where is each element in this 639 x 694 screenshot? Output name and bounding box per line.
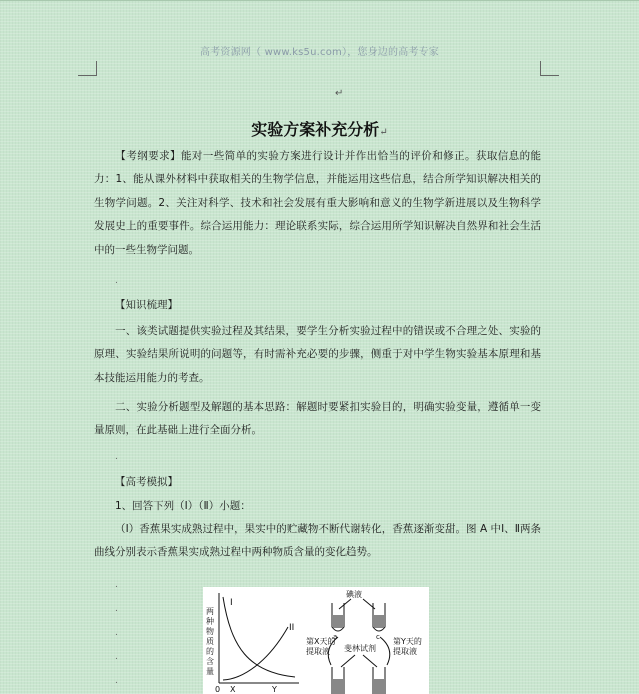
tube-c-label: c	[376, 633, 380, 641]
empty-line-mark: .	[115, 452, 118, 462]
y-axis-char: 量	[206, 667, 214, 676]
knowledge-paragraph-1	[94, 320, 541, 390]
y-axis-char: 的	[206, 647, 214, 656]
y-axis-char: 两	[206, 607, 214, 616]
crop-mark-right	[540, 61, 559, 76]
top-tube-right	[373, 603, 385, 631]
page-top-edge	[0, 0, 639, 1]
knowledge-p1-text: 一、该类试题提供实验过程及其结果，要学生分析实验过程中的错误或不合理之处、实验的原理、实验结果所说明的问题等，有时需补充必要的步骤，侧重于对中学生物实验基本原理和基本技能运用能力的考查。	[94, 325, 541, 384]
left-label-line1: 第X天的	[306, 637, 336, 646]
curve-ii-label: II	[289, 623, 295, 633]
page-header: 高考资源网（ www.ks5u.com），您身边的高考专家	[199, 47, 439, 58]
exam-requirements-text: 能对一些简单的实验方案进行设计并作出恰当的评价和修正。获取信息的能力：1、能从课外材料中获取相关的生物学信息，并能运用这些信息，结合所学知识解决相关的生物学问题。2、关注对科学、技术和社会发展有重大影响和意义的生物学新进展以及生物科学发展史上的重要事件。综合运用能力：理论联系实际，综合运用所学知识解决自然界和社会生活中的一些生物学问题。	[94, 150, 542, 256]
paragraph-mark-icon: ↵	[379, 127, 388, 138]
title-text: 实验方案补充分析	[251, 120, 380, 139]
question-1-part-1-text: （Ⅰ）香蕉果实成熟过程中，果实中的贮藏物不断代谢转化，香蕉逐渐变甜。图 A 中Ⅰ、Ⅱ两条曲线分别表示香蕉果实成熟过程中两种物质含量的变化趋势。	[94, 523, 541, 559]
y-axis-char: 物	[206, 627, 214, 636]
question-1: 1、回答下列（Ⅰ）（Ⅱ）小题：	[115, 500, 251, 512]
arrow-curve	[380, 637, 390, 665]
tick-y-label: Y	[272, 685, 277, 694]
figure-a-drawing	[203, 587, 429, 694]
arrow-line	[363, 655, 377, 667]
question-1-part-1	[94, 518, 541, 565]
empty-line-mark: .	[115, 628, 118, 638]
fehling-label: 斐林试剂	[344, 644, 376, 653]
knowledge-p2-text: 二、实验分析题型及解题的基本思路：解题时要紧扣实验目的，明确实验变量，遵循单一变量原则，在此基础上进行全面分析。	[94, 401, 541, 437]
right-label-line2: 提取液	[393, 647, 417, 656]
empty-line-mark: .	[115, 652, 118, 662]
left-label-line2: 提取液	[306, 647, 330, 656]
iodine-label: 碘液	[346, 590, 362, 599]
exam-requirements-heading: 【考纲要求】	[115, 150, 181, 162]
y-axis-char: 种	[206, 617, 214, 626]
knowledge-heading: 【知识梳理】	[115, 299, 178, 311]
y-axis-char: 质	[206, 637, 214, 646]
figure-a	[203, 587, 429, 694]
empty-line-mark: .	[115, 276, 118, 286]
tube-a-label: a	[333, 633, 338, 641]
document-title	[0, 117, 639, 140]
knowledge-paragraph-2	[94, 396, 541, 443]
curve-i	[223, 597, 295, 677]
right-label-line1: 第Y天的	[393, 637, 422, 646]
y-axis-label	[206, 607, 214, 676]
tick-x-label: X	[230, 685, 236, 694]
top-tube-left	[332, 603, 344, 631]
empty-line-mark: .	[115, 580, 118, 590]
empty-line-mark: .	[115, 676, 118, 686]
bottom-tube-right	[373, 667, 385, 694]
origin-label: 0	[215, 685, 221, 694]
y-axis-char: 含	[206, 657, 214, 666]
arrow-line	[341, 655, 355, 667]
empty-line-mark: .	[115, 604, 118, 614]
mock-heading: 【高考模拟】	[115, 476, 178, 488]
paragraph-mark-icon: ↵	[335, 88, 344, 99]
crop-mark-left	[78, 61, 97, 76]
curve-i-label: I	[230, 598, 233, 608]
bottom-tube-left	[332, 667, 344, 694]
exam-requirements-paragraph	[94, 145, 541, 262]
